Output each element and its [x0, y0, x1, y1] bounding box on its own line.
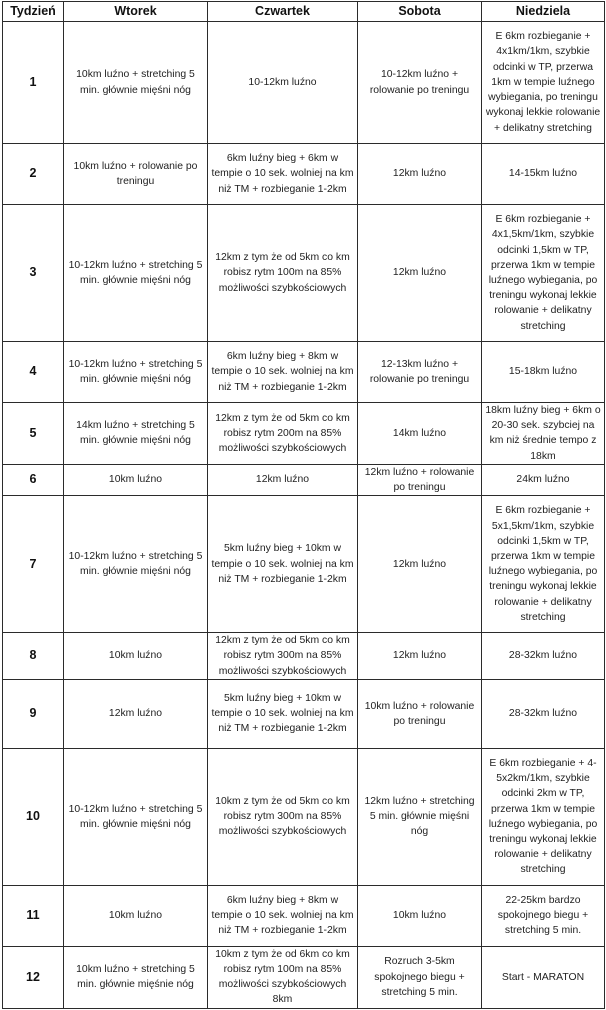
saturday-cell: 12km luźno [358, 496, 482, 633]
tuesday-cell: 14km luźno + stretching 5 min. głównie mięśni nóg [64, 403, 208, 465]
thursday-cell: 12km z tym że od 5km co km robisz rytm 100m na 85% możliwości szybkościowych [208, 205, 358, 342]
tuesday-cell: 10km luźno [64, 885, 208, 946]
tuesday-cell: 10km luźno + stretching 5 min. głównie mięśni nóg [64, 22, 208, 144]
thursday-cell: 10km z tym że od 5km co km robisz rytm 300m na 85% możliwości szybkościowych [208, 748, 358, 885]
thursday-cell: 6km luźny bieg + 8km w tempie o 10 sek. wolniej na km niż TM + rozbieganie 1-2km [208, 885, 358, 946]
saturday-cell: Rozruch 3-5km spokojnego biegu + stretching 5 min. [358, 946, 482, 1008]
tuesday-cell: 10km luźno [64, 464, 208, 495]
tuesday-cell: 10-12km luźno + stretching 5 min. głównie mięśni nóg [64, 205, 208, 342]
thursday-cell: 10-12km luźno [208, 22, 358, 144]
header-saturday: Sobota [358, 2, 482, 22]
table-row [3, 464, 605, 495]
table-row [3, 342, 605, 403]
saturday-cell: 12km luźno [358, 633, 482, 680]
saturday-cell: 14km luźno [358, 403, 482, 465]
week-number: 1 [3, 22, 64, 144]
tuesday-cell: 10-12km luźno + stretching 5 min. głównie mięśni nóg [64, 496, 208, 633]
saturday-cell: 12km luźno [358, 205, 482, 342]
thursday-cell: 12km z tym że od 5km co km robisz rytm 200m na 85% możliwości szybkościowych [208, 403, 358, 465]
header-tuesday: Wtorek [64, 2, 208, 22]
tuesday-cell: 10km luźno + stretching 5 min. głównie mięśnie nóg [64, 946, 208, 1008]
week-number: 8 [3, 633, 64, 680]
week-number: 3 [3, 205, 64, 342]
thursday-cell: 5km luźny bieg + 10km w tempie o 10 sek. wolniej na km niż TM + rozbieganie 1-2km [208, 679, 358, 748]
saturday-cell: 10km luźno + rolowanie po treningu [358, 679, 482, 748]
training-plan [2, 1, 605, 1009]
tuesday-cell: 10km luźno [64, 633, 208, 680]
thursday-cell: 12km z tym że od 5km co km robisz rytm 300m na 85% możliwości szybkościowych [208, 633, 358, 680]
table-row [3, 748, 605, 885]
sunday-cell: 24km luźno [482, 464, 605, 495]
week-number: 11 [3, 885, 64, 946]
week-number: 5 [3, 403, 64, 465]
week-number: 10 [3, 748, 64, 885]
header-week: Tydzień [3, 2, 64, 22]
saturday-cell: 10km luźno [358, 885, 482, 946]
sunday-cell: 14-15km luźno [482, 144, 605, 205]
table-row [3, 22, 605, 144]
sunday-cell: 22-25km bardzo spokojnego biegu + stretching 5 min. [482, 885, 605, 946]
tuesday-cell: 12km luźno [64, 679, 208, 748]
table-row [3, 403, 605, 465]
week-number: 4 [3, 342, 64, 403]
week-number: 9 [3, 679, 64, 748]
sunday-cell: 15-18km luźno [482, 342, 605, 403]
week-number: 7 [3, 496, 64, 633]
table-row [3, 885, 605, 946]
sunday-cell: 18km luźny bieg + 6km o 20-30 sek. szybciej na km niż średnie tempo z 18km [482, 403, 605, 465]
sunday-cell: E 6km rozbieganie + 4x1,5km/1km, szybkie odcinki 1,5km w TP, przerwa 1km w tempie luźnego wybiegania, po treningu wykonaj lekkie rolowanie + delikatny stretching [482, 205, 605, 342]
sunday-cell: E 6km rozbieganie + 5x1,5km/1km, szybkie odcinki 1,5km w TP, przerwa 1km w tempie luźnego wybiegania, po treningu wykonaj lekkie rolowanie + delikatny stretching [482, 496, 605, 633]
header-sunday: Niedziela [482, 2, 605, 22]
sunday-cell: E 6km rozbieganie + 4-5x2km/1km, szybkie odcinki 2km w TP, przerwa 1km w tempie luźnego wybiegania, po treningu wykonaj lekkie rolowanie + delikatny stretching [482, 748, 605, 885]
saturday-cell: 10-12km luźno + rolowanie po treningu [358, 22, 482, 144]
training-plan-table [2, 1, 605, 1009]
table-row [3, 205, 605, 342]
thursday-cell: 10km z tym że od 6km co km robisz rytm 100m na 85% możliwości szybkościowych 8km [208, 946, 358, 1008]
saturday-cell: 12-13km luźno + rolowanie po treningu [358, 342, 482, 403]
thursday-cell: 6km luźny bieg + 6km w tempie o 10 sek. wolniej na km niż TM + rozbieganie 1-2km [208, 144, 358, 205]
thursday-cell: 12km luźno [208, 464, 358, 495]
sunday-cell: E 6km rozbieganie + 4x1km/1km, szybkie odcinki w TP, przerwa 1km w tempie luźnego wybiegania, po treningu wykonaj lekkie rolowanie + delikatny stretching [482, 22, 605, 144]
thursday-cell: 6km luźny bieg + 8km w tempie o 10 sek. wolniej na km niż TM + rozbieganie 1-2km [208, 342, 358, 403]
week-number: 12 [3, 946, 64, 1008]
table-row [3, 946, 605, 1008]
table-row [3, 679, 605, 748]
week-number: 6 [3, 464, 64, 495]
saturday-cell: 12km luźno [358, 144, 482, 205]
saturday-cell: 12km luźno + stretching 5 min. głównie mięśni nóg [358, 748, 482, 885]
tuesday-cell: 10km luźno + rolowanie po treningu [64, 144, 208, 205]
sunday-cell: Start - MARATON [482, 946, 605, 1008]
table-row [3, 144, 605, 205]
header-row [3, 2, 605, 22]
thursday-cell: 5km luźny bieg + 10km w tempie o 10 sek. wolniej na km niż TM + rozbieganie 1-2km [208, 496, 358, 633]
tuesday-cell: 10-12km luźno + stretching 5 min. głównie mięśni nóg [64, 748, 208, 885]
saturday-cell: 12km luźno + rolowanie po treningu [358, 464, 482, 495]
sunday-cell: 28-32km luźno [482, 633, 605, 680]
week-number: 2 [3, 144, 64, 205]
table-row [3, 633, 605, 680]
tuesday-cell: 10-12km luźno + stretching 5 min. głównie mięśni nóg [64, 342, 208, 403]
header-thursday: Czwartek [208, 2, 358, 22]
table-row [3, 496, 605, 633]
sunday-cell: 28-32km luźno [482, 679, 605, 748]
